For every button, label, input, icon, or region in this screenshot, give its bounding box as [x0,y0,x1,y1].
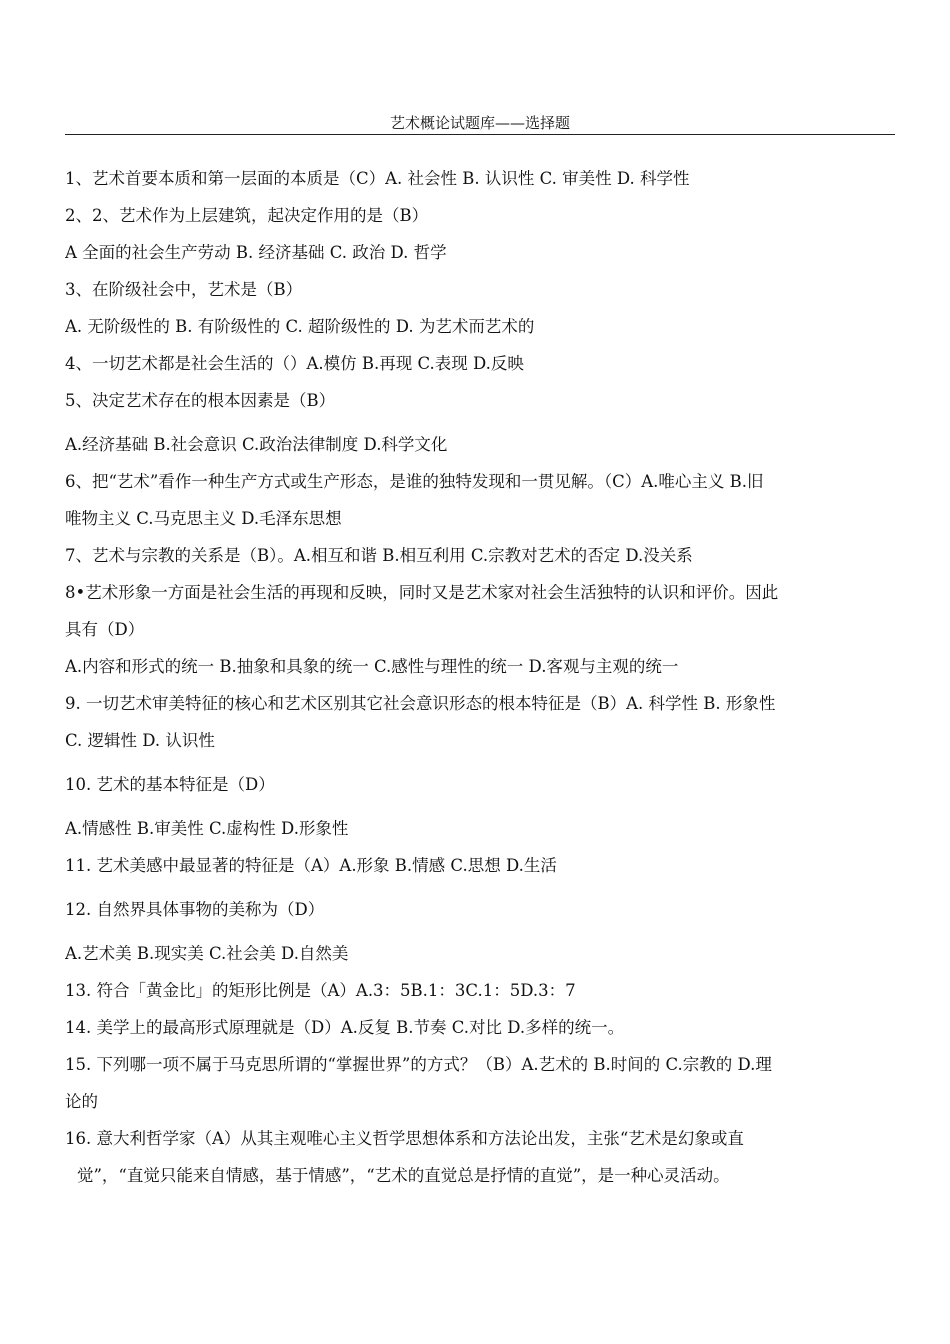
question-14: 14. 美学上的最高形式原理就是（D）A.反复 B.节奏 C.对比 D.多样的统一。 [65,1018,625,1037]
question-3: 3、在阶级社会中，艺术是（B） [65,280,303,299]
question-2-options: A 全面的社会生产劳动 B. 经济基础 C. 政治 D. 哲学 [65,243,447,262]
document-title: 艺术概论试题库——选择题 [65,112,895,135]
question-5: 5、决定艺术存在的根本因素是（B） [65,391,336,410]
question-8-continued: 具有（D） [65,620,145,639]
question-6-continued: 唯物主义 C.马克思主义 D.毛泽东思想 [65,509,342,528]
question-12: 12. 自然界具体事物的美称为（D） [65,900,325,919]
question-16-continued: 觉”，“直觉只能来自情感，基于情感”，“艺术的直觉总是抒情的直觉”，是一种心灵活动。 [77,1166,730,1185]
question-4: 4、一切艺术都是社会生活的（）A.模仿 B.再现 C.表现 D.反映 [65,354,524,373]
question-3-options: A. 无阶级性的 B. 有阶级性的 C. 超阶级性的 D. 为艺术而艺术的 [65,317,535,336]
question-9-continued: C. 逻辑性 D. 认识性 [65,731,215,750]
question-16: 16. 意大利哲学家（A）从其主观唯心主义哲学思想体系和方法论出发，主张“艺术是幻象或直 [65,1129,744,1148]
question-5-options: A.经济基础 B.社会意识 C.政治法律制度 D.科学文化 [65,435,448,454]
question-15-continued: 论的 [65,1092,98,1111]
question-12-options: A.艺术美 B.现实美 C.社会美 D.自然美 [65,944,349,963]
question-list [65,160,900,1194]
question-11: 11. 艺术美感中最显著的特征是（A）A.形象 B.情感 C.思想 D.生活 [65,856,557,875]
question-10: 10. 艺术的基本特征是（D） [65,775,275,794]
question-1: 1、艺术首要本质和第一层面的本质是（C）A. 社会性 B. 认识性 C. 审美性 D. 科学性 [65,169,690,188]
question-6: 6、把“艺术”看作一种生产方式或生产形态，是谁的独特发现和一贯见解。（C）A.唯心主义 B.旧 [65,472,764,491]
question-7: 7、艺术与宗教的关系是（B）。A.相互和谐 B.相互利用 C.宗教对艺术的否定 D.没关系 [65,546,693,565]
question-8: 8•艺术形象一方面是社会生活的再现和反映，同时又是艺术家对社会生活独特的认识和评价。因此 [65,583,779,602]
question-13: 13. 符合「黄金比」的矩形比例是（A）A.3：5B.1：3C.1：5D.3：7 [65,981,576,1000]
question-2: 2、2、艺术作为上层建筑，起决定作用的是（B） [65,206,429,225]
question-15: 15. 下列哪一项不属于马克思所谓的“掌握世界”的方式？（B）A.艺术的 B.时间的 C.宗教的 D.理 [65,1055,772,1074]
question-8-options: A.内容和形式的统一 B.抽象和具象的统一 C.感性与理性的统一 D.客观与主观的统一 [65,657,679,676]
question-9: 9. 一切艺术审美特征的核心和艺术区别其它社会意识形态的根本特征是（B）A. 科学性 B. 形象性 [65,694,776,713]
question-10-options: A.情感性 B.审美性 C.虚构性 D.形象性 [65,819,349,838]
